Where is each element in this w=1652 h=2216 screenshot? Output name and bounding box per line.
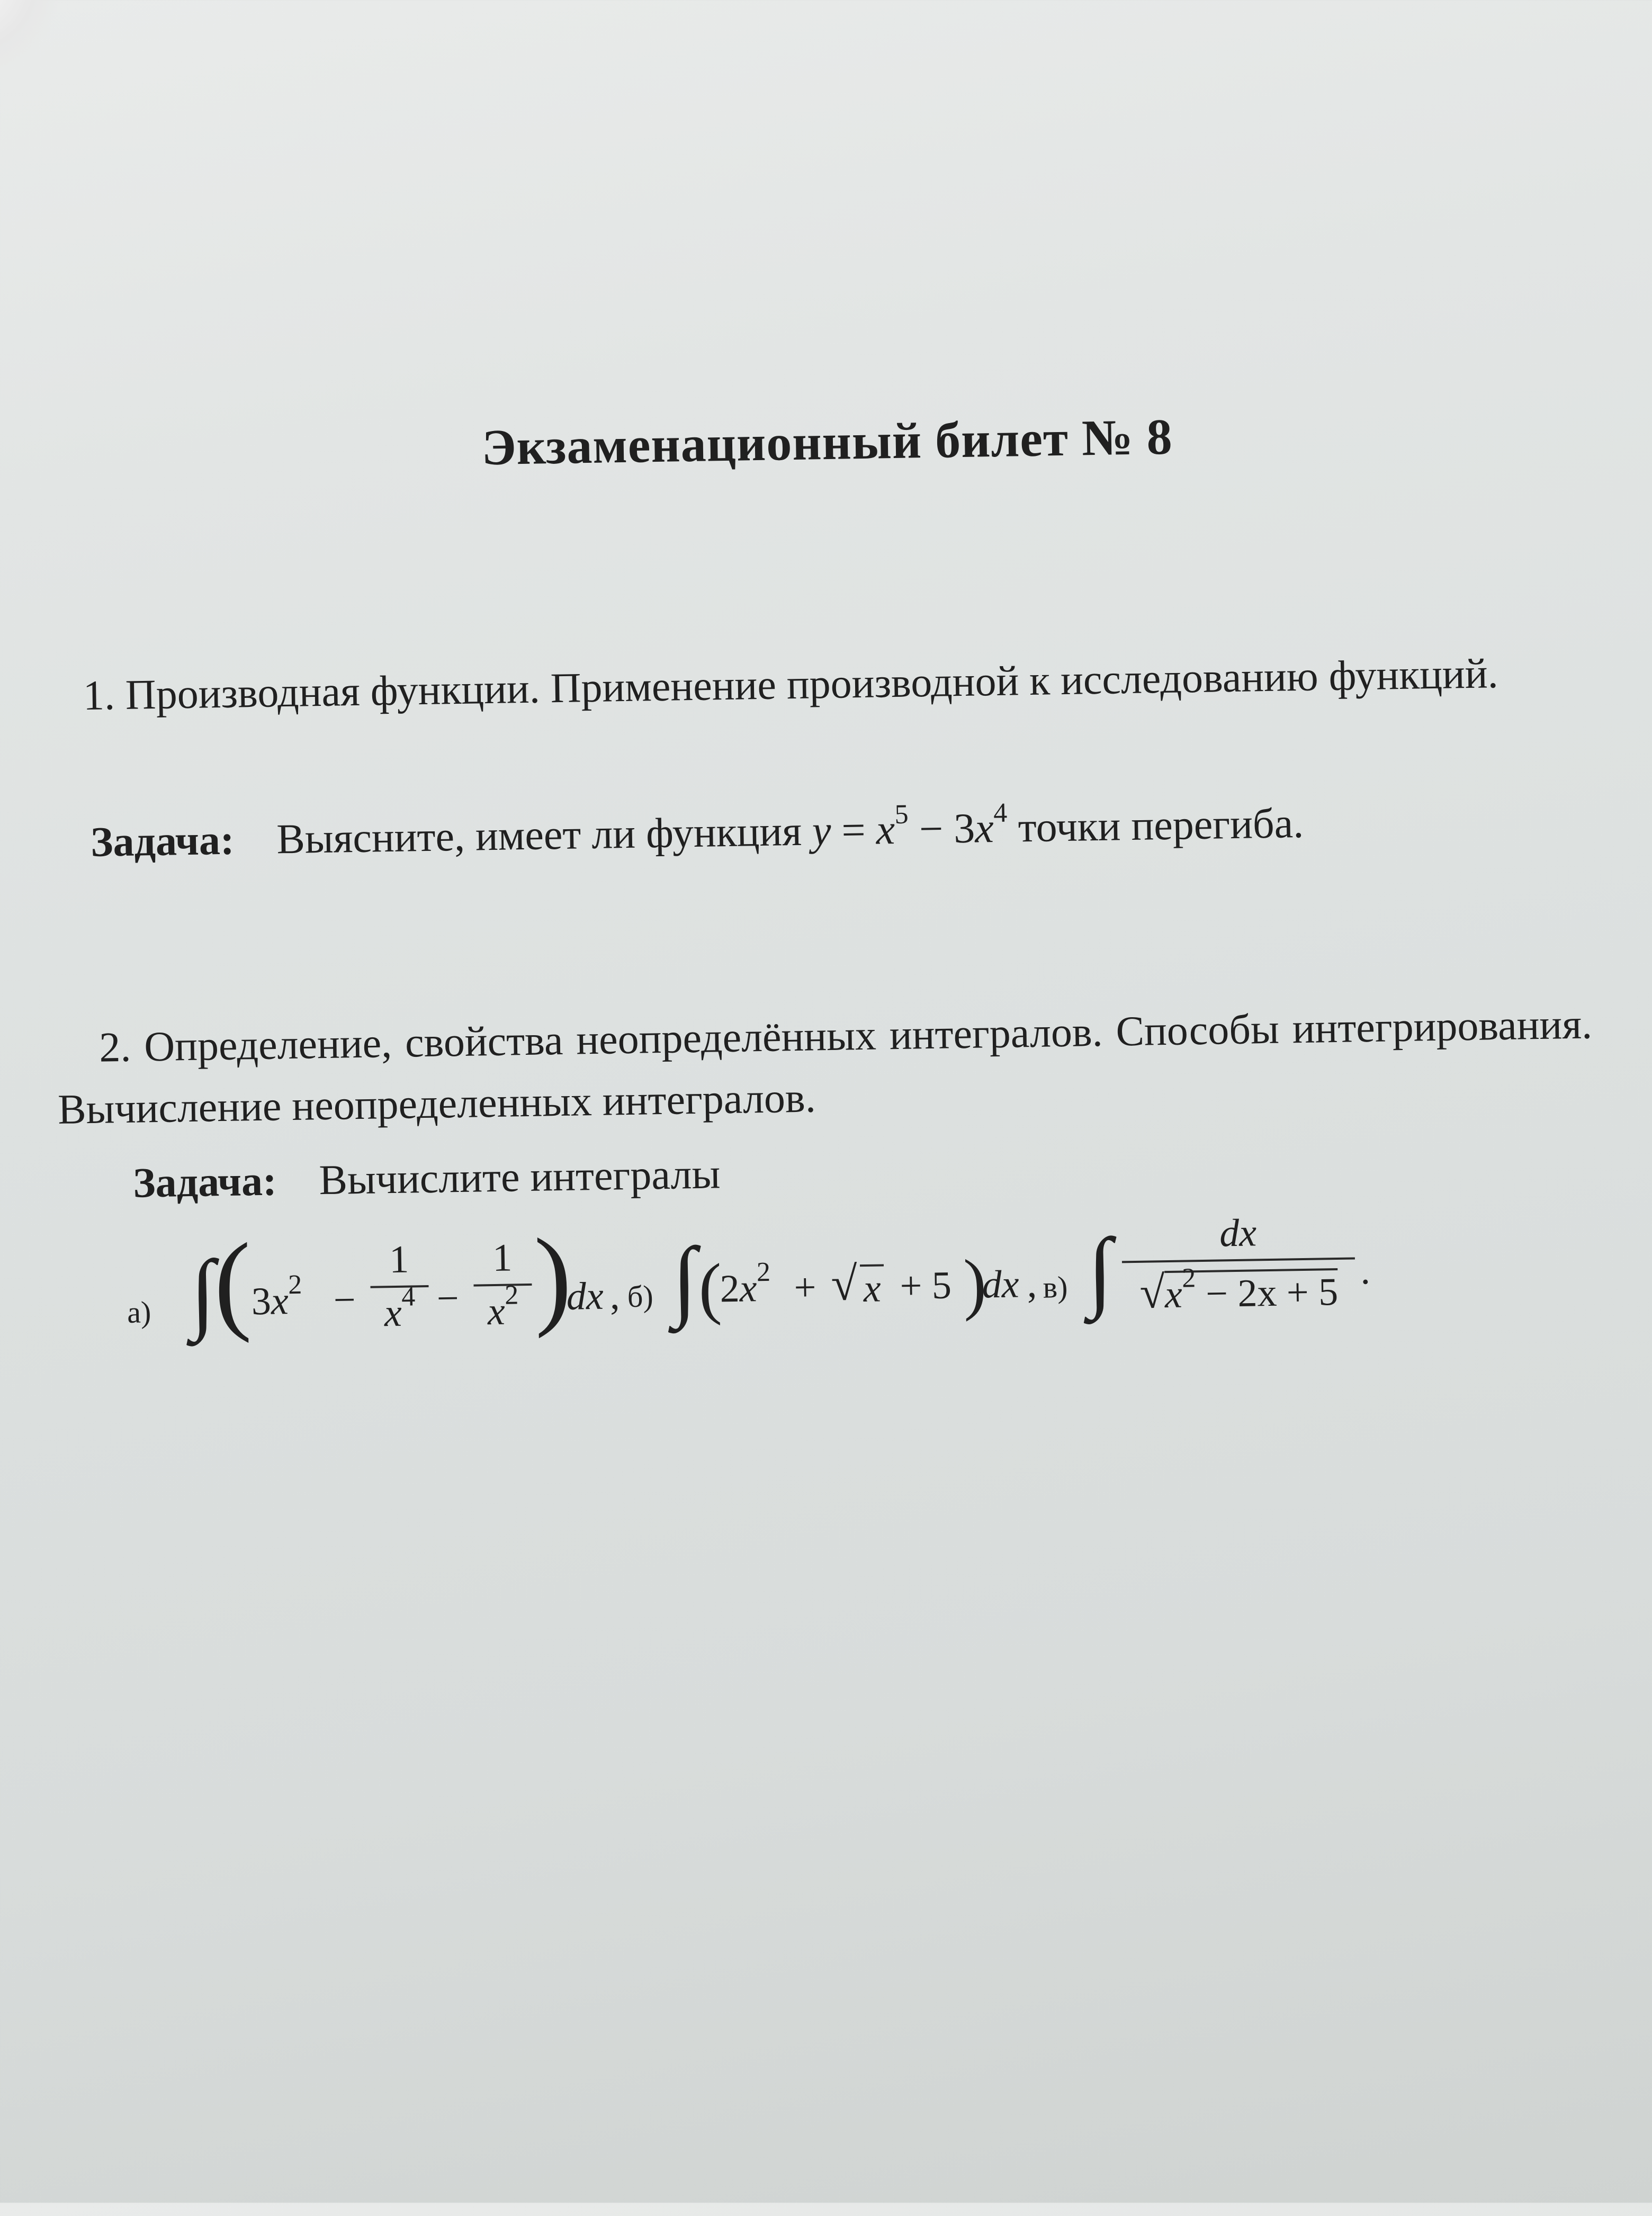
formula-x: x — [875, 806, 895, 854]
question-1-text: 1. Производная функции. Применение производной к исследованию функций. — [83, 650, 1499, 720]
task-text-before: Выясните, имеет ли функция — [276, 808, 802, 863]
term: $3x^2$ — [251, 1269, 302, 1324]
integral-sign: ∫ — [1087, 1219, 1114, 1320]
item-c-label: в) — [1043, 1270, 1068, 1305]
task-text-after: точки перегиба. — [1018, 800, 1304, 851]
sqrt-sign: √ — [830, 1258, 858, 1311]
minus-sign: − — [333, 1278, 356, 1322]
fraction: 1 $x^2$ — [473, 1235, 533, 1335]
integral-sign: ∫ — [190, 1242, 216, 1342]
task-label: Задача: — [132, 1158, 277, 1207]
task-label: Задача: — [90, 817, 235, 866]
left-paren: ( — [213, 1221, 253, 1344]
integrals-row — [125, 1195, 1398, 1374]
integral-sign: ∫ — [671, 1229, 698, 1329]
sqrt-arg: x — [860, 1264, 884, 1312]
differential: dx — [566, 1274, 604, 1318]
item-b-label: б) — [627, 1279, 654, 1314]
question-2-text: 2. Определение, свойства неопределённых интегралов. Способы интегрирования. Вычисление неопределенных интегралов. — [57, 1001, 1593, 1133]
formula-minus: − 3 — [908, 805, 975, 853]
right-paren: ) — [533, 1215, 573, 1339]
constant: + 5 — [899, 1263, 952, 1308]
question-2-task — [133, 1150, 721, 1207]
minus-sign: − — [436, 1277, 460, 1321]
item-a-label: а) — [127, 1295, 151, 1330]
plus-sign: + — [793, 1266, 817, 1310]
differential: dx — [981, 1262, 1020, 1307]
formula-power: 5 — [894, 799, 909, 830]
separator: , — [1026, 1262, 1037, 1306]
separator: , — [609, 1274, 620, 1318]
ticket-title: Экзаменационный билет № 8 — [481, 408, 1173, 476]
right-paren: ) — [963, 1245, 987, 1323]
formula-x: x — [974, 805, 994, 852]
question-1-task — [90, 797, 1304, 867]
fraction: 1 $x^4$ — [370, 1237, 429, 1336]
task-text: Вычислите интегралы — [318, 1151, 721, 1204]
fraction: dx $√x^2 - 2x + 5$ — [1121, 1209, 1355, 1319]
term: $2x^2$ — [720, 1257, 771, 1311]
formula-power: 4 — [993, 797, 1008, 829]
end-dot: . — [1360, 1249, 1371, 1293]
object-shadow — [0, 0, 62, 77]
formula-eq: = — [830, 806, 877, 854]
left-paren: ( — [698, 1250, 723, 1326]
formula-y: y — [812, 807, 832, 855]
